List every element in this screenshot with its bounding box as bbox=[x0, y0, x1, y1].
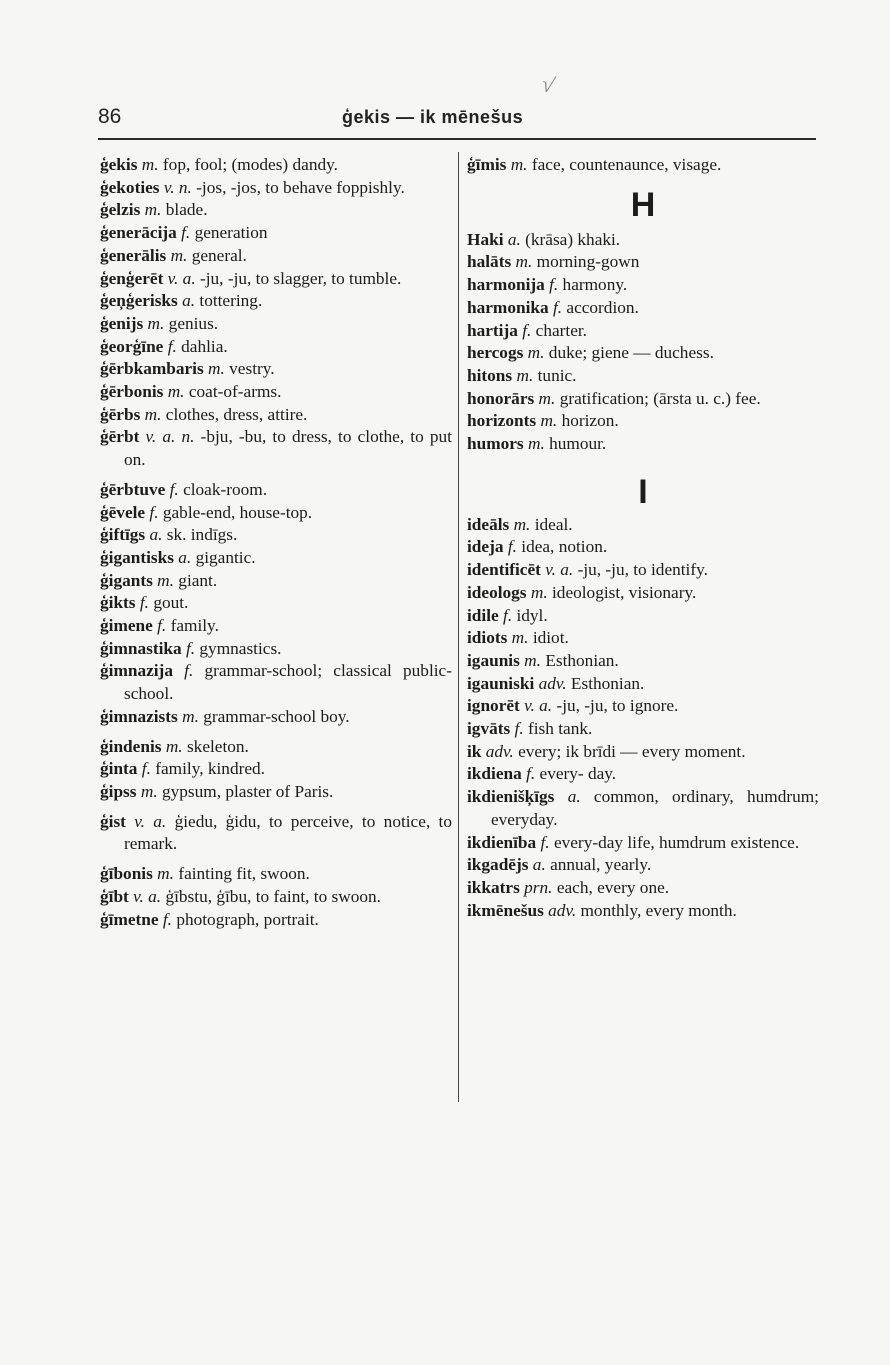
dictionary-entry bbox=[467, 297, 819, 320]
dictionary-entry bbox=[100, 736, 452, 759]
entry-definition: giant. bbox=[178, 570, 218, 590]
entry-part-of-speech: m. bbox=[511, 628, 529, 648]
entry-headword: ignorēt bbox=[467, 696, 520, 716]
entry-part-of-speech: f. bbox=[526, 764, 536, 784]
dictionary-entry bbox=[100, 909, 452, 932]
entry-definition: coat-of-arms. bbox=[188, 382, 282, 402]
entry-definition: idea, notion. bbox=[521, 537, 608, 557]
entry-part-of-speech: a. bbox=[567, 787, 581, 807]
entry-headword: ģenijs bbox=[100, 313, 144, 333]
entry-headword: ģindenis bbox=[100, 736, 162, 756]
entry-definition: skeleton. bbox=[186, 736, 249, 756]
entry-headword: ikdienišķīgs bbox=[467, 787, 555, 807]
entry-definition: idiot. bbox=[532, 628, 569, 648]
entry-definition: every; ik brīdi — every moment. bbox=[518, 741, 746, 761]
entry-headword: ģīmetne bbox=[100, 909, 159, 929]
dictionary-entry bbox=[467, 650, 819, 673]
entry-headword: horizonts bbox=[467, 411, 537, 431]
entry-part-of-speech: m. bbox=[144, 200, 162, 220]
h-section-entries bbox=[467, 229, 819, 456]
dictionary-entry bbox=[100, 615, 452, 638]
entry-headword: hitons bbox=[467, 365, 513, 385]
entry-headword: ģīmis bbox=[467, 155, 507, 174]
entry-definition: general. bbox=[191, 245, 247, 265]
dictionary-entry bbox=[100, 811, 452, 856]
entry-definition: clothes, dress, attire. bbox=[165, 404, 308, 424]
entry-definition: monthly, every month. bbox=[580, 900, 737, 920]
dictionary-entry bbox=[100, 381, 452, 404]
dictionary-entry bbox=[100, 336, 452, 359]
entry-definition: Esthonian. bbox=[545, 650, 619, 670]
entry-part-of-speech: adv. bbox=[538, 673, 567, 693]
entry-part-of-speech: v. a. bbox=[133, 886, 162, 906]
left-column bbox=[100, 154, 452, 931]
entry-headword: Haki bbox=[467, 229, 504, 249]
entry-headword: halāts bbox=[467, 252, 512, 272]
dictionary-entry bbox=[467, 388, 819, 411]
entry-headword: ģiftīgs bbox=[100, 525, 146, 545]
entry-definition: tottering. bbox=[199, 291, 263, 311]
entry-part-of-speech: a. bbox=[149, 525, 163, 545]
entry-part-of-speech: m. bbox=[141, 155, 159, 174]
entry-headword: igvāts bbox=[467, 719, 511, 739]
dictionary-entry bbox=[100, 290, 452, 313]
entry-part-of-speech: m. bbox=[510, 155, 528, 174]
entry-headword: ģībonis bbox=[100, 864, 153, 884]
entry-part-of-speech: prn. bbox=[524, 877, 553, 897]
dictionary-entry bbox=[467, 832, 819, 855]
entry-headword: igauniski bbox=[467, 673, 535, 693]
entry-headword: ģērbt bbox=[100, 427, 140, 447]
entry-part-of-speech: f. bbox=[141, 759, 151, 779]
dictionary-entry bbox=[467, 229, 819, 252]
entry-headword: ģikts bbox=[100, 593, 136, 613]
entry-part-of-speech: adv. bbox=[548, 900, 577, 920]
dictionary-entry bbox=[100, 199, 452, 222]
entry-headword: ģērbkambaris bbox=[100, 359, 204, 379]
pencil-check-mark: √ bbox=[539, 70, 558, 99]
entry-definition: fop, fool; (modes) dandy. bbox=[162, 155, 338, 174]
entry-definition: grammar-school boy. bbox=[203, 706, 350, 726]
dictionary-entry bbox=[100, 592, 452, 615]
entry-headword: idiots bbox=[467, 628, 508, 648]
entry-headword: ģekoties bbox=[100, 177, 160, 197]
entry-headword: ģist bbox=[100, 811, 126, 831]
dictionary-entry bbox=[467, 627, 819, 650]
entry-part-of-speech: f. bbox=[507, 537, 517, 557]
entry-part-of-speech: f. bbox=[522, 320, 532, 340]
entry-headword: hercogs bbox=[467, 343, 524, 363]
entry-part-of-speech: f. bbox=[169, 479, 179, 499]
entry-headword: ikmēnešus bbox=[467, 900, 544, 920]
entry-definition: -ju, -ju, to slagger, to tumble. bbox=[199, 268, 402, 288]
entry-definition: gratification; (ārsta u. c.) fee. bbox=[559, 388, 761, 408]
entry-headword: ģenģerēt bbox=[100, 268, 164, 288]
entry-definition: humour. bbox=[549, 434, 607, 454]
dictionary-entry bbox=[467, 433, 819, 456]
entry-part-of-speech: f. bbox=[514, 719, 524, 739]
dictionary-entry bbox=[100, 660, 452, 705]
dictionary-entry bbox=[467, 718, 819, 741]
dictionary-entry bbox=[100, 502, 452, 525]
dictionary-entry bbox=[100, 404, 452, 427]
entry-headword: ideāls bbox=[467, 514, 510, 534]
running-head: ģekis — ik mēnešus bbox=[342, 107, 524, 127]
entry-headword: ģigantisks bbox=[100, 547, 174, 567]
entry-definition: grammar-school; classical public-school. bbox=[124, 661, 452, 704]
entry-part-of-speech: adv. bbox=[485, 741, 514, 761]
entry-definition: horizon. bbox=[561, 411, 619, 431]
dictionary-entry bbox=[100, 479, 452, 502]
entry-headword: ik bbox=[467, 741, 482, 761]
dictionary-entry bbox=[100, 863, 452, 886]
dictionary-entry bbox=[467, 854, 819, 877]
dictionary-entry bbox=[467, 559, 819, 582]
entry-headword: ģeorģīne bbox=[100, 336, 164, 356]
entry-definition: ģībstu, ģību, to faint, to swoon. bbox=[165, 886, 382, 906]
dictionary-entry bbox=[467, 154, 819, 177]
dictionary-entry bbox=[100, 570, 452, 593]
entry-headword: ģimnazists bbox=[100, 706, 178, 726]
entry-headword: ģipss bbox=[100, 781, 137, 801]
entry-part-of-speech: f. bbox=[185, 638, 196, 658]
entry-headword: ģimnazija bbox=[100, 661, 173, 681]
entry-definition: gymnastics. bbox=[199, 638, 282, 658]
dictionary-entry bbox=[467, 673, 819, 696]
dictionary-entry bbox=[467, 342, 819, 365]
dictionary-entry bbox=[100, 706, 452, 729]
page-number: 86 bbox=[98, 105, 122, 128]
dictionary-entry bbox=[467, 582, 819, 605]
entry-part-of-speech: m. bbox=[147, 313, 165, 333]
entry-definition: charter. bbox=[535, 320, 587, 340]
entry-headword: ikdiena bbox=[467, 764, 522, 784]
entry-headword: identificēt bbox=[467, 560, 541, 580]
entry-headword: ideja bbox=[467, 537, 504, 557]
section-letter-i: I bbox=[638, 472, 648, 511]
entry-headword: ģērbs bbox=[100, 404, 141, 424]
entry-part-of-speech: f. bbox=[157, 616, 167, 636]
entry-headword: hartija bbox=[467, 320, 518, 340]
entry-part-of-speech: m. bbox=[157, 864, 174, 884]
dictionary-entry bbox=[467, 410, 819, 433]
entry-headword: ģekis bbox=[100, 155, 138, 174]
entry-part-of-speech: f. bbox=[184, 661, 194, 681]
entry-headword: ģigants bbox=[100, 570, 153, 590]
entry-part-of-speech: m. bbox=[527, 434, 545, 454]
entry-definition: Esthonian. bbox=[570, 673, 645, 693]
entry-part-of-speech: f. bbox=[503, 605, 513, 625]
entry-definition: sk. indīgs. bbox=[166, 525, 238, 545]
entry-part-of-speech: f. bbox=[181, 223, 191, 243]
entry-part-of-speech: v. a. bbox=[524, 696, 553, 716]
entry-definition: generation bbox=[194, 223, 268, 243]
entry-part-of-speech: m. bbox=[516, 365, 534, 385]
entry-part-of-speech: f. bbox=[162, 909, 172, 929]
dictionary-entry bbox=[467, 900, 819, 923]
dictionary-entry bbox=[467, 741, 819, 764]
entry-definition: annual, yearly. bbox=[550, 855, 652, 875]
entry-part-of-speech: f. bbox=[139, 593, 149, 613]
entry-headword: harmonija bbox=[467, 275, 545, 295]
entry-definition: tunic. bbox=[537, 365, 577, 385]
dictionary-entry bbox=[100, 222, 452, 245]
entry-part-of-speech: v. n. bbox=[163, 177, 192, 197]
entry-headword: idile bbox=[467, 605, 499, 625]
entry-definition: harmony. bbox=[562, 275, 628, 295]
dictionary-entry bbox=[100, 426, 452, 471]
entry-headword: ģimnastika bbox=[100, 638, 182, 658]
dictionary-entry bbox=[100, 781, 452, 804]
entry-definition: each, every one. bbox=[556, 877, 670, 897]
dictionary-entry bbox=[100, 313, 452, 336]
entry-headword: ģēvele bbox=[100, 502, 146, 522]
entry-part-of-speech: m. bbox=[524, 650, 541, 670]
dictionary-entry bbox=[100, 177, 452, 200]
entry-part-of-speech: a. bbox=[182, 291, 196, 311]
entry-headword: ģērbtuve bbox=[100, 479, 166, 499]
dictionary-entry bbox=[467, 514, 819, 537]
entry-part-of-speech: m. bbox=[527, 343, 545, 363]
dictionary-entry bbox=[100, 245, 452, 268]
dictionary-entry bbox=[467, 365, 819, 388]
dictionary-entry bbox=[467, 605, 819, 628]
entry-headword: ģenerācija bbox=[100, 223, 177, 243]
entry-part-of-speech: v. a. bbox=[134, 811, 167, 831]
entry-headword: humors bbox=[467, 434, 524, 454]
entry-headword: ģībt bbox=[100, 886, 129, 906]
entry-part-of-speech: m. bbox=[144, 404, 162, 424]
right-column-pre-h-entries bbox=[467, 154, 819, 177]
page-header bbox=[98, 103, 816, 137]
entry-definition: fish tank. bbox=[527, 719, 593, 739]
entry-part-of-speech: m. bbox=[170, 245, 188, 265]
entry-definition: (krāsa) khaki. bbox=[525, 229, 621, 249]
entry-definition: ideologist, visionary. bbox=[552, 582, 697, 602]
entry-definition: ģiedu, ģidu, to perceive, to notice, to remark. bbox=[124, 811, 452, 854]
entry-definition: family, kindred. bbox=[155, 759, 265, 779]
entry-definition: -ju, -ju, to ignore. bbox=[556, 696, 679, 716]
entry-definition: cloak-room. bbox=[183, 479, 268, 499]
entry-definition: -ju, -ju, to identify. bbox=[577, 560, 708, 580]
entry-part-of-speech: m. bbox=[182, 706, 199, 726]
dictionary-entry bbox=[467, 536, 819, 559]
entry-definition: blade. bbox=[165, 200, 208, 220]
entry-part-of-speech: f. bbox=[552, 297, 563, 317]
entry-part-of-speech: v. a. bbox=[167, 268, 196, 288]
entry-definition: genius. bbox=[168, 313, 219, 333]
dictionary-entry bbox=[100, 638, 452, 661]
entry-part-of-speech: a. bbox=[507, 229, 521, 249]
entry-definition: every-day life, humdrum existence. bbox=[553, 832, 800, 852]
entry-headword: ikdienība bbox=[467, 832, 537, 852]
dictionary-entry bbox=[467, 695, 819, 718]
entry-definition: -bju, -bu, to dress, to clothe, to put on. bbox=[124, 427, 452, 470]
dictionary-entry bbox=[100, 268, 452, 291]
dictionary-entry bbox=[100, 524, 452, 547]
entry-headword: harmonika bbox=[467, 297, 549, 317]
entry-part-of-speech: f. bbox=[149, 502, 159, 522]
entry-headword: ģērbonis bbox=[100, 382, 164, 402]
dictionary-entry bbox=[100, 547, 452, 570]
entry-headword: ģeņģerisks bbox=[100, 291, 178, 311]
dictionary-entry bbox=[467, 877, 819, 900]
dictionary-entry bbox=[467, 786, 819, 831]
entry-part-of-speech: m. bbox=[157, 570, 174, 590]
entry-headword: honorārs bbox=[467, 388, 535, 408]
section-letter-h: H bbox=[630, 185, 656, 224]
entry-definition: morning-gown bbox=[536, 252, 640, 272]
entry-part-of-speech: v. a. bbox=[545, 560, 574, 580]
entry-part-of-speech: v. a. n. bbox=[145, 427, 195, 447]
right-column bbox=[467, 154, 819, 922]
entry-definition: face, countenaunce, visage. bbox=[531, 155, 722, 174]
entry-definition: fainting fit, swoon. bbox=[178, 864, 310, 884]
entry-definition: gable-end, house-top. bbox=[162, 502, 313, 522]
i-section-entries bbox=[467, 514, 819, 923]
entry-part-of-speech: m. bbox=[140, 781, 158, 801]
dictionary-entry bbox=[467, 320, 819, 343]
entry-definition: accordion. bbox=[566, 297, 639, 317]
entry-headword: ikkatrs bbox=[467, 877, 520, 897]
entry-definition: gigantic. bbox=[195, 547, 256, 567]
entry-definition: -jos, -jos, to behave foppishly. bbox=[196, 177, 405, 197]
entry-definition: idyl. bbox=[516, 605, 548, 625]
dictionary-entry bbox=[467, 251, 819, 274]
entry-definition: every- day. bbox=[539, 764, 617, 784]
dictionary-entry bbox=[100, 758, 452, 781]
entry-definition: dahlia. bbox=[181, 336, 228, 356]
entry-definition: gypsum, plaster of Paris. bbox=[161, 781, 334, 801]
entry-part-of-speech: m. bbox=[515, 252, 533, 272]
entry-part-of-speech: a. bbox=[532, 855, 546, 875]
entry-part-of-speech: m. bbox=[540, 411, 558, 431]
dictionary-entry bbox=[100, 886, 452, 909]
dictionary-entry bbox=[100, 154, 452, 177]
entry-part-of-speech: m. bbox=[530, 582, 548, 602]
entry-definition: common, ordinary, humdrum; everyday. bbox=[491, 787, 819, 829]
entry-headword: ģimene bbox=[100, 616, 153, 636]
entry-headword: igaunis bbox=[467, 650, 520, 670]
entry-definition: family. bbox=[170, 616, 219, 636]
entry-part-of-speech: f. bbox=[540, 832, 550, 852]
entry-headword: ideologs bbox=[467, 582, 527, 602]
entry-part-of-speech: m. bbox=[513, 514, 531, 534]
header-rule bbox=[98, 138, 816, 140]
entry-part-of-speech: m. bbox=[208, 359, 225, 379]
entry-part-of-speech: a. bbox=[178, 547, 192, 567]
entry-headword: ģinta bbox=[100, 759, 138, 779]
entry-part-of-speech: f. bbox=[549, 275, 559, 295]
entry-definition: gout. bbox=[153, 593, 189, 613]
entry-definition: photograph, portrait. bbox=[176, 909, 319, 929]
entry-part-of-speech: f. bbox=[167, 336, 177, 356]
entry-part-of-speech: m. bbox=[167, 382, 185, 402]
dictionary-entry bbox=[100, 358, 452, 381]
entry-part-of-speech: m. bbox=[165, 736, 183, 756]
entry-definition: duke; giene — duchess. bbox=[548, 343, 714, 363]
entry-definition: ideal. bbox=[534, 514, 573, 534]
dictionary-entry bbox=[467, 763, 819, 786]
dictionary-entry bbox=[467, 274, 819, 297]
entry-headword: ģelzis bbox=[100, 200, 141, 220]
entry-headword: ikgadējs bbox=[467, 855, 529, 875]
entry-part-of-speech: m. bbox=[538, 388, 556, 408]
entry-headword: ģenerālis bbox=[100, 245, 167, 265]
entry-definition: vestry. bbox=[229, 359, 275, 379]
column-divider bbox=[458, 152, 459, 1102]
